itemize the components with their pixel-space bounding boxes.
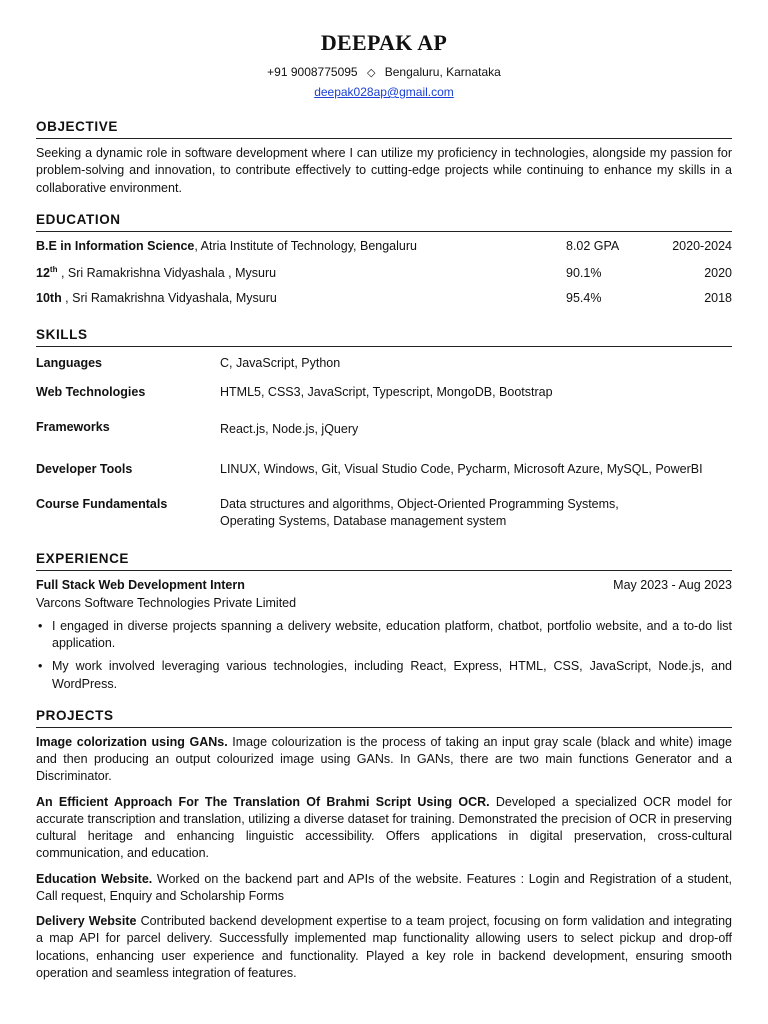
experience-section <box>36 550 732 693</box>
degree: 10th <box>36 290 62 305</box>
skill-label: Languages <box>36 355 102 370</box>
email-link[interactable]: deepak028ap@gmail.com <box>314 85 454 99</box>
skill-row-web-technologies <box>36 384 732 401</box>
education-heading: EDUCATION <box>36 211 732 232</box>
project-name: An Efficient Approach For The Translation Of Brahmi Script Using OCR. <box>36 794 490 809</box>
skill-value: Data structures and algorithms, Object-Oriented Programming Systems, <box>220 496 619 511</box>
skill-row-frameworks <box>36 419 732 438</box>
list-item: • My work involved leveraging various technologies, including React, Express, HTML, CSS, JavaScript, Node.js, and WordPress. <box>52 658 732 693</box>
skill-value-continued: Operating Systems, Database management system <box>220 514 507 528</box>
objective-text: Seeking a dynamic role in software development where I can utilize my proficiency in technologies, alongside my passion for problem-solving and innovation, to contribute effectively to cutting-edge projects while continuing to enhance my skills in a collaborative environment. <box>36 146 732 195</box>
contact-line <box>36 64 732 81</box>
project-item <box>36 913 732 982</box>
score: 95.4% <box>566 290 602 305</box>
projects-heading: PROJECTS <box>36 707 732 728</box>
job-role: Full Stack Web Development Intern <box>36 578 245 593</box>
skills-section <box>36 326 732 531</box>
list-item: • I engaged in diverse projects spanning a delivery website, education platform, chatbot, portfolio website, and a to-do list application. <box>52 618 732 653</box>
project-description: Contributed backend development expertise to a team project, focusing on form validation and integrating a map API for parcel delivery. Successfully implemented map functionality allowing users to select pickup and drop-off locations, enhancing user experience and functionality. Played a key role in backend development, ensuring smooth operation and seamless integration of features. <box>36 914 732 980</box>
institution: , Sri Ramakrishna Vidyashala , Mysuru <box>57 265 277 280</box>
degree: 12 <box>36 265 50 280</box>
education-row <box>36 238 732 264</box>
skill-value: HTML5, CSS3, JavaScript, Typescript, MongoDB, Bootstrap <box>220 385 553 399</box>
company-name: Varcons Software Technologies Private Limited <box>36 595 297 610</box>
skill-label: Course Fundamentals <box>36 496 168 511</box>
skill-row-languages <box>36 355 732 372</box>
project-description: Developed a specialized OCR model for accurate transcription and translation, utilizing a diverse dataset for training. Demonstrated the precision of OCR in preserving cultural heritage and enhancing linguistic accessibility. Offers applications in digital preservation, cross-cultural communication, and education. <box>36 794 732 861</box>
skills-heading: SKILLS <box>36 326 732 347</box>
education-row <box>36 264 732 290</box>
job-dates: May 2023 - Aug 2023 <box>613 578 732 593</box>
degree-superscript: th <box>49 264 58 274</box>
projects-section <box>36 707 732 982</box>
degree: B.E in Information Science <box>36 238 195 253</box>
phone-number: +91 9008775095 <box>267 65 358 79</box>
education-row <box>36 290 732 316</box>
email-line <box>36 84 732 100</box>
education-section <box>36 211 732 316</box>
skill-row-course-fundamentals <box>36 496 732 531</box>
skill-label: Web Technologies <box>36 385 146 399</box>
skill-label: Developer Tools <box>36 461 133 476</box>
project-description: Image colourization is the process of taking an input gray scale (black and white) image and then producing an output colourized image using GANs. In GANs, there are two main functions Generator and a Discriminator. <box>36 734 732 784</box>
project-item <box>36 734 732 786</box>
institution: , Sri Ramakrishna Vidyashala, Mysuru <box>61 290 277 305</box>
score: 8.02 GPA <box>566 238 620 253</box>
experience-header <box>36 577 732 594</box>
experience-heading: EXPERIENCE <box>36 550 732 571</box>
year: 2020 <box>704 265 732 280</box>
project-name: Delivery Website <box>36 914 137 928</box>
skill-row-developer-tools <box>36 461 732 478</box>
diamond-separator-icon: ◇ <box>366 67 376 79</box>
skill-label: Frameworks <box>36 420 110 435</box>
score: 90.1% <box>566 265 602 280</box>
project-name: Image colorization using GANs. <box>36 734 228 749</box>
project-item <box>36 794 732 863</box>
institution: , Atria Institute of Technology, Bengaluru <box>194 238 417 253</box>
objective-section <box>36 118 732 197</box>
project-name: Education Website. <box>36 871 153 886</box>
location: Bengaluru, Karnataka <box>384 65 501 79</box>
skill-value: React.js, Node.js, jQuery <box>220 422 359 437</box>
skill-value: C, JavaScript, Python <box>220 355 341 370</box>
project-description: Worked on the backend part and APIs of the website. Features : Login and Registration of a student, Call request, Enquiry and Scholarship Forms <box>36 871 732 903</box>
year: 2020-2024 <box>672 238 732 253</box>
skill-value: LINUX, Windows, Git, Visual Studio Code, Pycharm, Microsoft Azure, MySQL, PowerBI <box>220 461 703 476</box>
experience-bullets <box>36 618 732 693</box>
objective-heading: OBJECTIVE <box>36 118 732 139</box>
project-item <box>36 871 732 906</box>
candidate-name: DEEPAK AP <box>320 30 448 55</box>
year: 2018 <box>704 290 732 305</box>
